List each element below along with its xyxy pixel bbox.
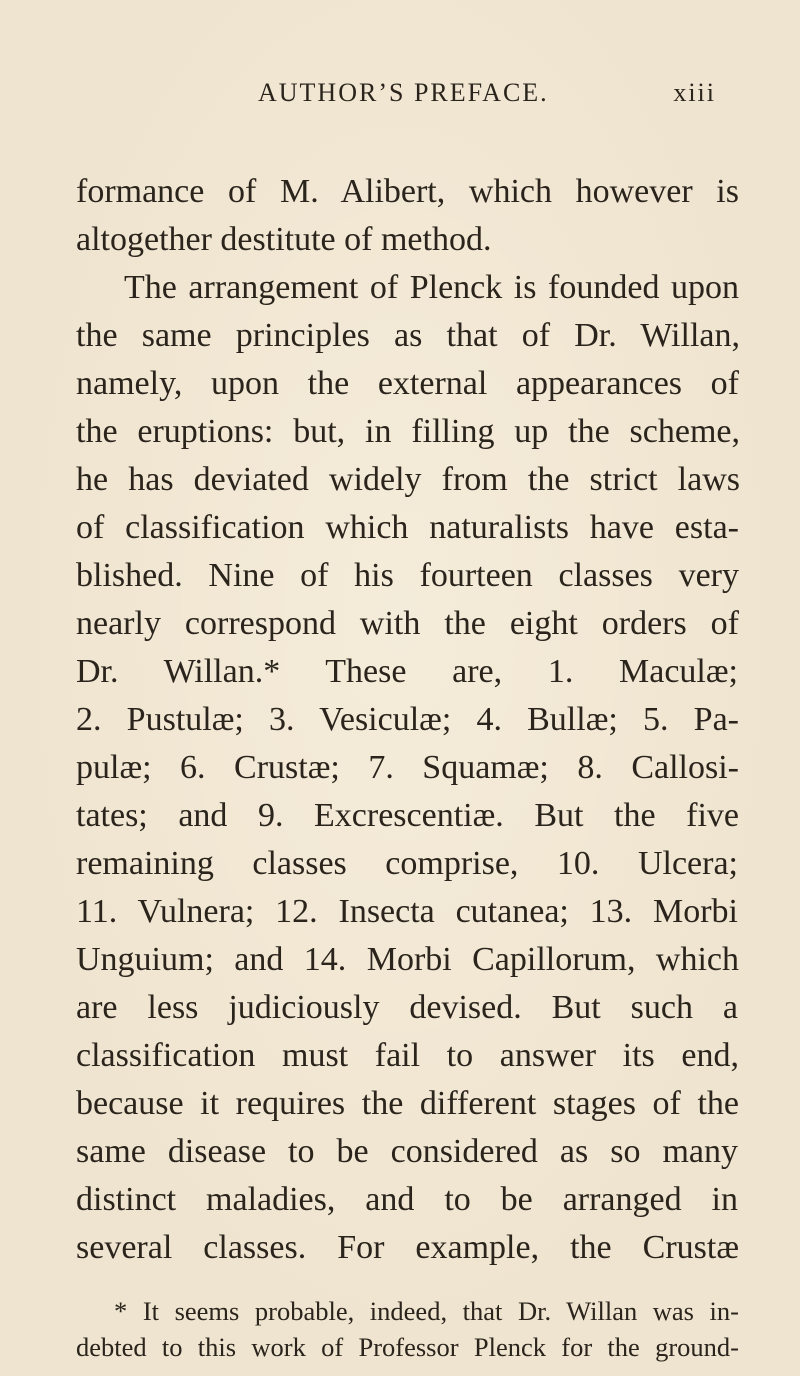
- running-head-title: AUTHOR’S PREFACE.: [258, 78, 549, 107]
- body-line: tates; and 9. Excrescentiæ. But the five: [76, 797, 739, 834]
- body-line: Dr. Willan.* These are, 1. Maculæ;: [76, 653, 738, 690]
- body-line: Unguium; and 14. Morbi Capillorum, which: [76, 941, 739, 978]
- body-line: the same principles as that of Dr. Willan,: [76, 317, 740, 354]
- body-line: distinct maladies, and to be arranged in: [76, 1181, 738, 1218]
- body-line: remaining classes comprise, 10. Ulcera;: [76, 845, 738, 882]
- body-line: 11. Vulnera; 12. Insecta cutanea; 13. Morbi: [76, 893, 738, 930]
- body-line: are less judiciously devised. But such a: [76, 989, 738, 1026]
- body-line: nearly correspond with the eight orders of: [76, 605, 739, 642]
- body-line: pulæ; 6. Crustæ; 7. Squamæ; 8. Callosi-: [76, 749, 739, 786]
- body-line: blished. Nine of his fourteen classes very: [76, 557, 739, 594]
- body-line: of classification which naturalists have esta-: [76, 509, 739, 546]
- body-line: formance of M. Alibert, which however is: [76, 173, 739, 210]
- body-line: namely, upon the external appearances of: [76, 365, 739, 402]
- body-line: altogether destitute of method.: [76, 221, 492, 258]
- body-line: several classes. For example, the Crustæ: [76, 1229, 739, 1266]
- body-line: The arrangement of Plenck is founded upon: [124, 269, 739, 306]
- footnote-line: * It seems probable, indeed, that Dr. Willan was in-: [114, 1296, 739, 1326]
- running-head: [258, 78, 728, 118]
- body-line: he has deviated widely from the strict laws: [76, 461, 740, 498]
- body-line: same disease to be considered as so many: [76, 1133, 738, 1170]
- footnote-line: debted to this work of Professor Plenck for the ground-: [76, 1332, 739, 1362]
- body-line: the eruptions: but, in filling up the scheme,: [76, 413, 740, 450]
- page-number: xiii: [673, 78, 716, 107]
- body-line: classification must fail to answer its end,: [76, 1037, 739, 1074]
- body-line: because it requires the different stages of the: [76, 1085, 739, 1122]
- body-line: 2. Pustulæ; 3. Vesiculæ; 4. Bullæ; 5. Pa-: [76, 701, 739, 738]
